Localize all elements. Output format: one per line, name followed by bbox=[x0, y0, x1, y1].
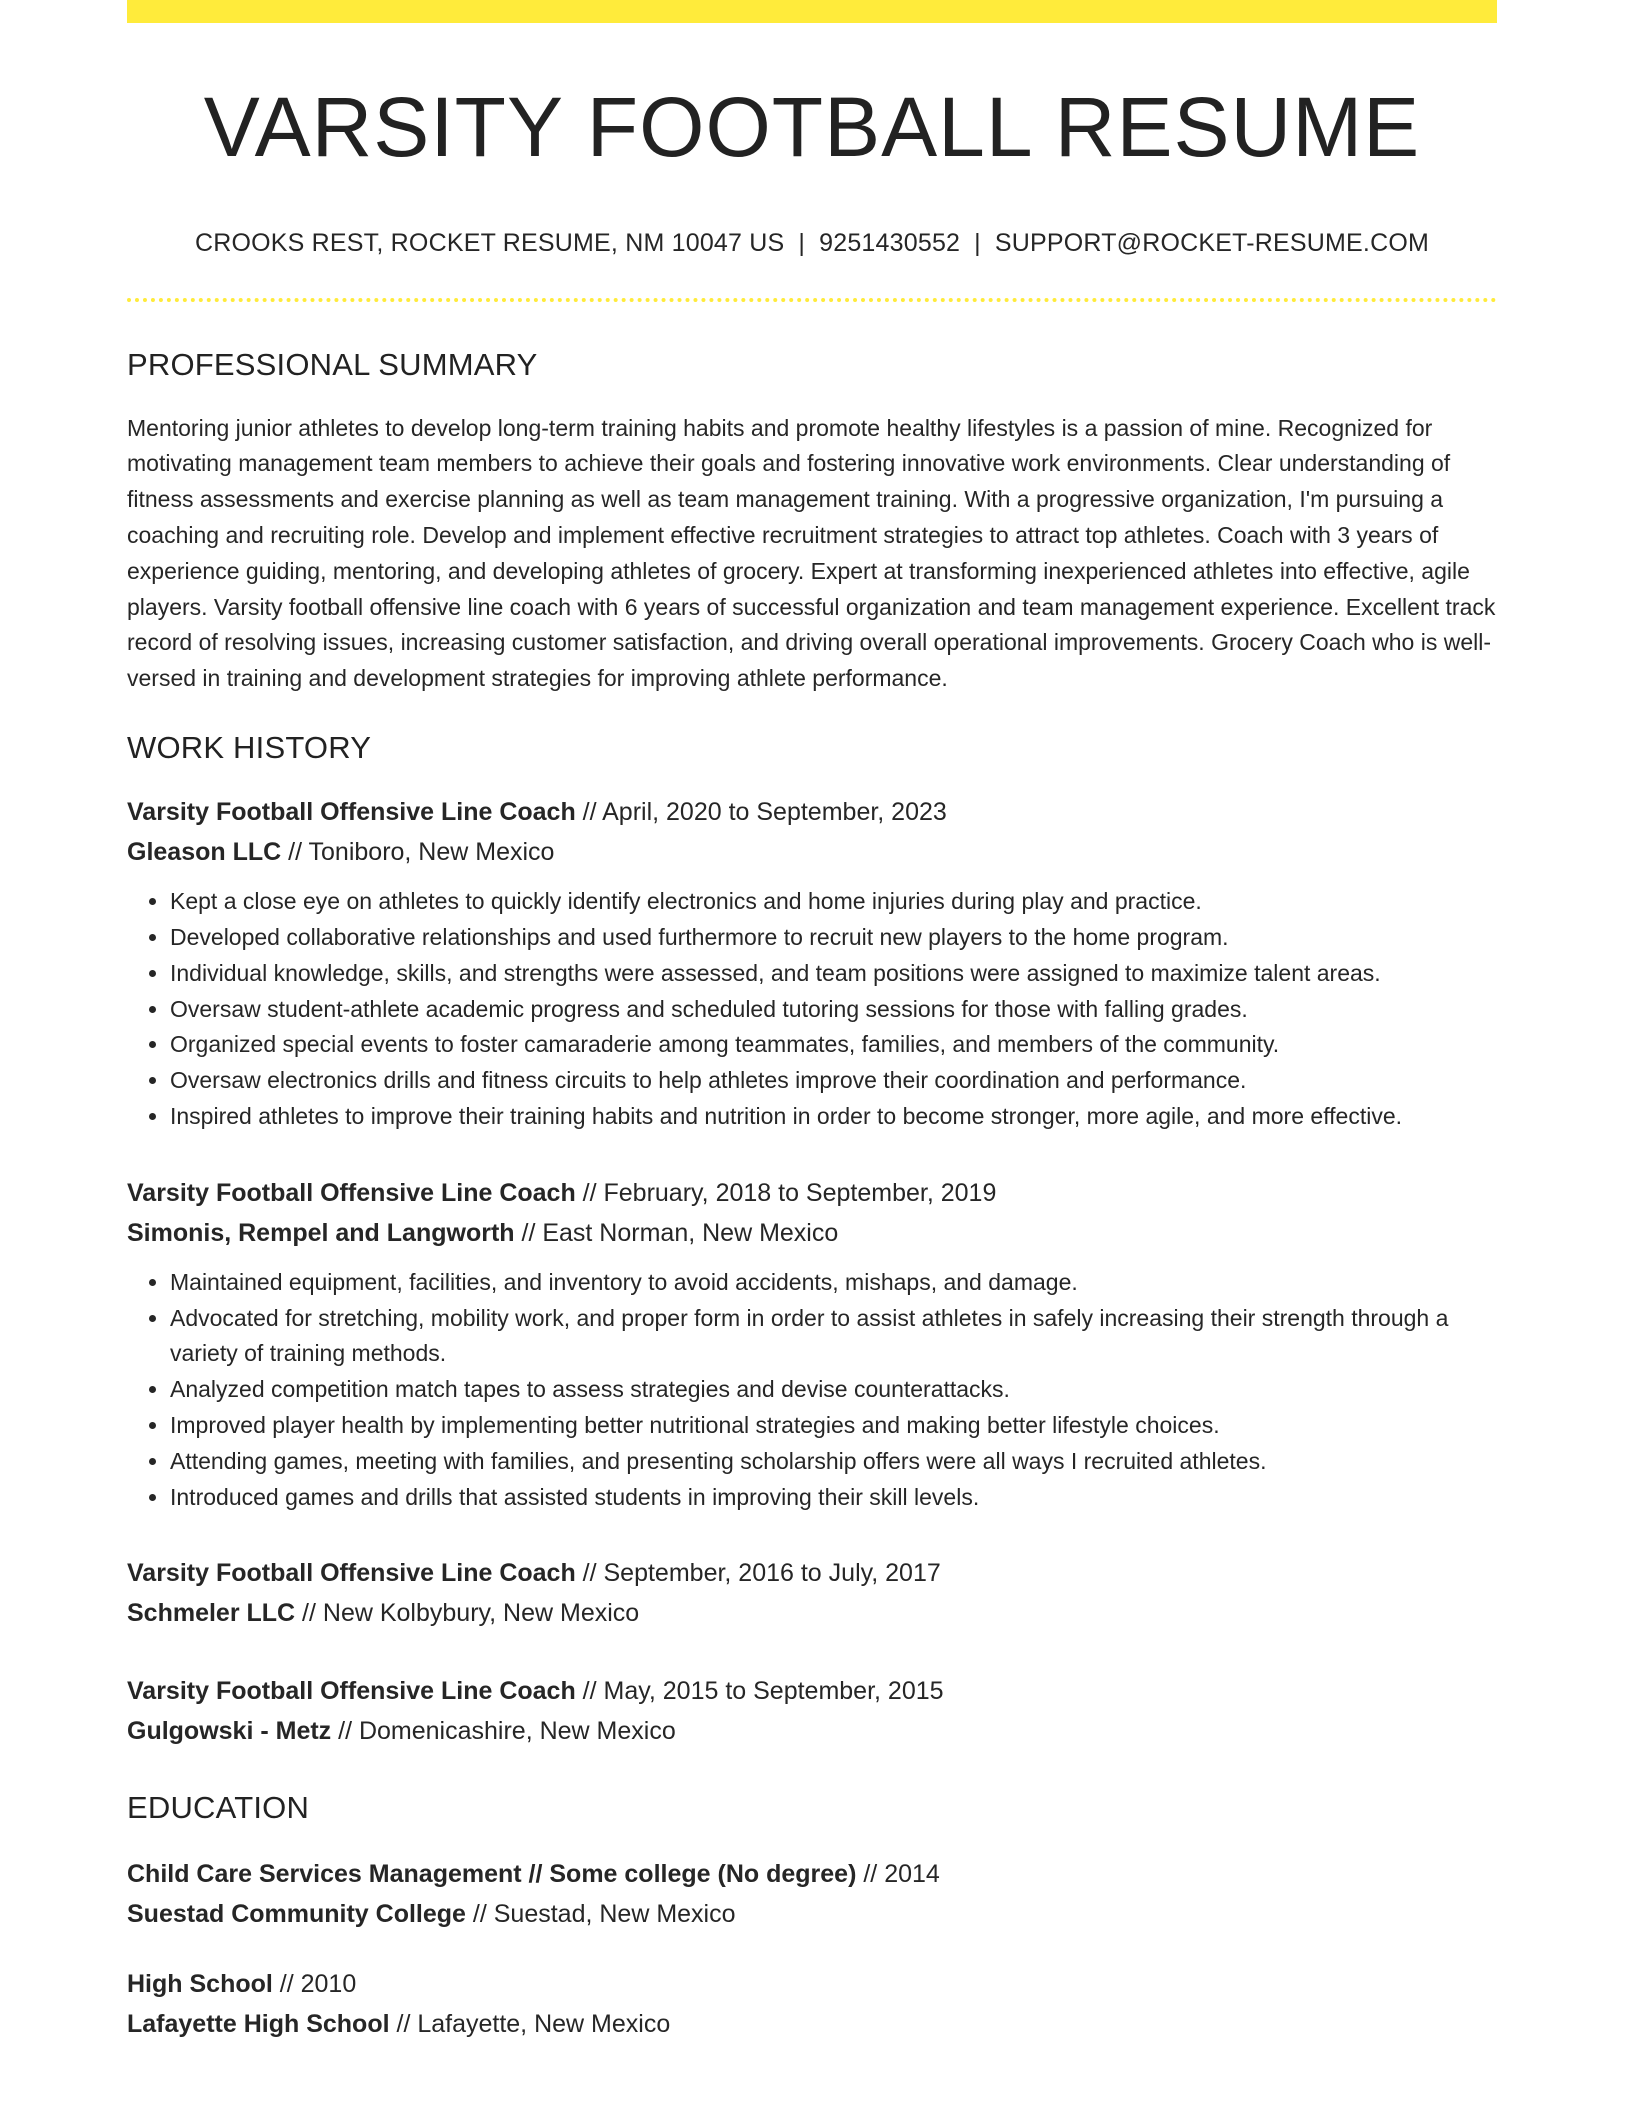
education-degree-line bbox=[127, 1854, 1497, 1894]
education-entry bbox=[127, 1854, 1497, 1934]
job-bullet: • Improved player health by implementing better nutritional strategies and making better lifestyle choices. bbox=[170, 1408, 1497, 1444]
contact-line bbox=[127, 231, 1497, 256]
job-company: Gulgowski - Metz bbox=[127, 1717, 332, 1746]
job-bullet: • Maintained equipment, facilities, and inventory to avoid accidents, mishaps, and damage. bbox=[170, 1265, 1497, 1301]
contact-phone: 9251430552 bbox=[819, 229, 961, 258]
summary-heading: PROFESSIONAL SUMMARY bbox=[127, 347, 538, 383]
education-school: Suestad Community College bbox=[127, 1900, 466, 1929]
job-bullet: • Attending games, meeting with families, and presenting scholarship offers were all ways I recruited athletes. bbox=[170, 1444, 1497, 1480]
job-bullet: • Kept a close eye on athletes to quickly identify electronics and home injuries during play and practice. bbox=[170, 884, 1497, 920]
job-bullet: • Analyzed competition match tapes to assess strategies and devise counterattacks. bbox=[170, 1372, 1497, 1408]
job-bullet: • Organized special events to foster camaraderie among teammates, families, and members of the community. bbox=[170, 1027, 1497, 1063]
job-title-line bbox=[127, 1671, 1497, 1711]
education-year: // 2010 bbox=[272, 1970, 357, 1999]
job-dates: // February, 2018 to September, 2019 bbox=[575, 1178, 997, 1207]
job-dates: // April, 2020 to September, 2023 bbox=[575, 798, 947, 827]
job-dates: // May, 2015 to September, 2015 bbox=[575, 1677, 944, 1706]
job-bullet: • Advocated for stretching, mobility work, and proper form in order to assist athletes in safely increasing their strength through a variety of training methods. bbox=[170, 1301, 1497, 1373]
job-location: // New Kolbybury, New Mexico bbox=[295, 1599, 640, 1628]
job-location: // Toniboro, New Mexico bbox=[281, 838, 555, 867]
job-role: Varsity Football Offensive Line Coach bbox=[127, 1178, 576, 1207]
job-title-line bbox=[127, 1553, 1497, 1593]
resume-page bbox=[127, 0, 1497, 2044]
job-bullet: • Introduced games and drills that assisted students in improving their skill levels. bbox=[170, 1480, 1497, 1516]
education-year: // 2014 bbox=[856, 1860, 940, 1889]
education-entry bbox=[127, 1964, 1497, 2044]
job-role: Varsity Football Offensive Line Coach bbox=[127, 1559, 576, 1588]
job-dates: // September, 2016 to July, 2017 bbox=[575, 1559, 941, 1588]
job-company: Simonis, Rempel and Langworth bbox=[127, 1218, 515, 1247]
accent-top-bar bbox=[127, 0, 1497, 23]
job-bullet: • Individual knowledge, skills, and strengths were assessed, and team positions were assigned to maximize talent areas. bbox=[170, 956, 1497, 992]
job-role: Varsity Football Offensive Line Coach bbox=[127, 798, 576, 827]
job-company-line bbox=[127, 1711, 1497, 1751]
job-entry bbox=[127, 1173, 1497, 1516]
job-location: // Domenicashire, New Mexico bbox=[331, 1717, 676, 1746]
job-title-line bbox=[127, 792, 1497, 832]
education-location: // Lafayette, New Mexico bbox=[389, 2010, 671, 2039]
job-company-line bbox=[127, 832, 1497, 872]
education-school-line bbox=[127, 2004, 1497, 2044]
contact-email: SUPPORT@ROCKET-RESUME.COM bbox=[994, 229, 1430, 258]
job-bullet: • Inspired athletes to improve their training habits and nutrition in order to become stronger, more agile, and more effective. bbox=[170, 1099, 1497, 1135]
job-entry bbox=[127, 1553, 1497, 1633]
education-school: Lafayette High School bbox=[127, 2010, 390, 2039]
job-bullets bbox=[127, 884, 1497, 1135]
work-history-heading: WORK HISTORY bbox=[127, 729, 372, 765]
job-title-line bbox=[127, 1173, 1497, 1213]
job-bullets bbox=[127, 1265, 1497, 1516]
job-bullet: • Developed collaborative relationships and used furthermore to recruit new players to the home program. bbox=[170, 920, 1497, 956]
contact-separator: | bbox=[974, 229, 981, 258]
job-company: Schmeler LLC bbox=[127, 1599, 296, 1628]
education-heading: EDUCATION bbox=[127, 1790, 310, 1826]
job-company: Gleason LLC bbox=[127, 838, 282, 867]
education-location: // Suestad, New Mexico bbox=[465, 1900, 736, 1929]
job-entry bbox=[127, 1671, 1497, 1751]
job-company-line bbox=[127, 1213, 1497, 1253]
job-company-line bbox=[127, 1593, 1497, 1633]
education-degree-line bbox=[127, 1964, 1497, 2004]
job-role: Varsity Football Offensive Line Coach bbox=[127, 1677, 576, 1706]
job-location: // East Norman, New Mexico bbox=[514, 1218, 839, 1247]
job-entry bbox=[127, 792, 1497, 1135]
contact-address: CROOKS REST, ROCKET RESUME, NM 10047 US bbox=[194, 229, 785, 258]
education-degree: High School bbox=[127, 1970, 273, 1999]
education-school-line bbox=[127, 1894, 1497, 1934]
summary-text: Mentoring junior athletes to develop long-term training habits and promote healthy lifestyles is a passion of mine. Recognized for motivating management team members to achieve their goals and fostering innovative work environments. Clear understanding of fitness assessments and exercise planning as well as team management training. With a progressive organization, I'm pursuing a coaching and recruiting role. Develop and implement effective recruitment strategies to attract top athletes. Coach with 3 years of experience guiding, mentoring, and developing athletes of grocery. Expert at transforming inexperienced athletes into effective, agile players. Varsity football offensive line coach with 6 years of successful organization and team management experience. Excellent track record of resolving issues, increasing customer satisfaction, and driving overall operational improvements. Grocery Coach who is well-versed in training and development strategies for improving athlete performance. bbox=[127, 414, 1496, 692]
job-bullet: • Oversaw student-athlete academic progress and scheduled tutoring sessions for those with falling grades. bbox=[170, 992, 1497, 1028]
resume-title: VARSITY FOOTBALL RESUME bbox=[203, 80, 1421, 174]
education-degree: Child Care Services Management // Some college (No degree) bbox=[127, 1860, 857, 1889]
dotted-divider bbox=[127, 298, 1497, 302]
job-bullet: • Oversaw electronics drills and fitness circuits to help athletes improve their coordination and performance. bbox=[170, 1063, 1497, 1099]
contact-separator: | bbox=[798, 229, 806, 258]
